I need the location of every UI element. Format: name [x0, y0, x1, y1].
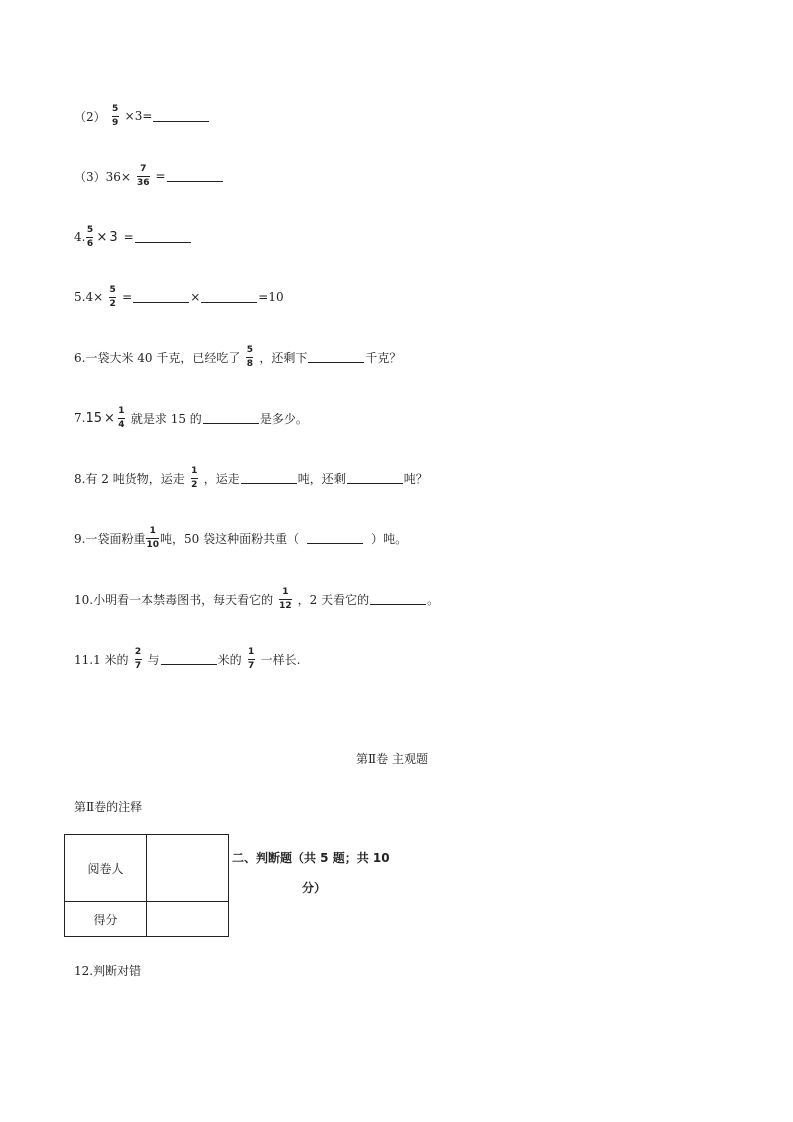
- question-7: [74, 403, 308, 433]
- q2-fraction: [112, 105, 119, 128]
- numerator: 1: [247, 646, 255, 657]
- numerator: 7: [140, 163, 147, 174]
- section-note: 第Ⅱ卷的注释: [74, 800, 143, 814]
- denominator: 36: [136, 177, 150, 188]
- times-sign: ×: [104, 410, 115, 426]
- answer-blank[interactable]: [153, 110, 209, 122]
- part-heading-line1: 二、判断题（共 5 题；共 10: [232, 851, 390, 865]
- numerator: 1: [191, 465, 198, 476]
- question-5: [74, 282, 284, 312]
- denominator: 6: [86, 238, 94, 249]
- answer-blank-1[interactable]: [241, 472, 297, 484]
- q5-fraction: [109, 286, 116, 309]
- q8-fraction: [191, 467, 198, 490]
- q6-middle: ，还剩下: [259, 350, 308, 365]
- answer-blank-2[interactable]: [347, 472, 403, 484]
- question-8: [74, 463, 428, 493]
- answer-blank[interactable]: [203, 412, 259, 424]
- q11-fraction-2: [248, 648, 255, 671]
- q9-middle: 吨，50 袋这种面粉共重（: [159, 531, 300, 546]
- q4-prefix: 4.: [74, 230, 86, 244]
- q6-fraction: [246, 346, 253, 369]
- q7-operand: 15: [85, 410, 102, 426]
- question-4: [74, 222, 192, 252]
- q10-fraction: [279, 588, 292, 611]
- q3-fraction: [137, 165, 150, 188]
- q8-suffix: 吨？: [403, 471, 428, 486]
- numerator: 1: [149, 525, 156, 536]
- q12-text: 12.判断对错: [74, 963, 142, 978]
- numerator: 2: [134, 646, 142, 657]
- numerator: 1: [118, 405, 125, 416]
- denominator: 8: [246, 358, 253, 369]
- part-heading-line2: 分）: [302, 881, 327, 895]
- answer-blank[interactable]: [370, 593, 426, 605]
- q2-prefix: （2）: [74, 109, 106, 124]
- denominator: 7: [247, 660, 255, 671]
- q9-prefix: 9.一袋面粉重: [74, 531, 146, 546]
- q9-suffix: ）吨。: [371, 531, 408, 546]
- denominator: 9: [112, 117, 119, 128]
- question-11: [74, 644, 300, 674]
- question-2: [74, 101, 210, 131]
- q11-prefix: 11.1 米的: [74, 652, 129, 667]
- q9-fraction: [146, 527, 159, 550]
- numerator: 1: [282, 586, 289, 597]
- q2-suffix: ×3=: [124, 109, 153, 123]
- score-table: [64, 834, 229, 937]
- reviewer-label: 阅卷人: [65, 835, 147, 902]
- q11-fraction-1: [135, 648, 142, 671]
- score-cell[interactable]: [147, 902, 229, 937]
- times-sign: ×: [96, 229, 108, 245]
- denominator: 2: [109, 298, 116, 309]
- question-10: [74, 584, 439, 614]
- q6-prefix: 6.一袋大米 40 千克，已经吃了: [74, 350, 241, 365]
- part-heading: [232, 843, 390, 903]
- q11-suffix: 一样长.: [260, 652, 301, 667]
- answer-blank[interactable]: [167, 170, 223, 182]
- q8-middle2: 吨，还剩: [297, 471, 346, 486]
- answer-blank-2[interactable]: [201, 291, 257, 303]
- numerator: 5: [109, 284, 116, 295]
- denominator: 4: [118, 419, 125, 430]
- q7-suffix: 是多少。: [259, 411, 308, 426]
- denominator: 10: [146, 539, 159, 550]
- q5-times: ×: [190, 290, 201, 304]
- q3-prefix: （3）36×: [74, 169, 131, 184]
- q7-fraction: [118, 407, 125, 430]
- answer-blank[interactable]: [135, 231, 191, 243]
- answer-blank-1[interactable]: [133, 291, 189, 303]
- section-title: 第Ⅱ卷 主观题: [356, 752, 428, 766]
- q5-prefix: 5.4×: [74, 290, 104, 304]
- q4-operand: 3: [109, 229, 118, 245]
- question-9: [74, 523, 407, 553]
- q8-prefix: 8.有 2 吨货物，运走: [74, 471, 185, 486]
- answer-blank[interactable]: [308, 351, 364, 363]
- denominator: 2: [191, 479, 198, 490]
- denominator: 12: [279, 600, 292, 611]
- answer-blank[interactable]: [307, 532, 363, 544]
- q8-middle1: ，运走: [203, 471, 240, 486]
- numerator: 5: [246, 344, 253, 355]
- question-3: [74, 161, 224, 191]
- q7-prefix: 7.: [74, 411, 86, 425]
- q10-prefix: 10.小明看一本禁毒图书，每天看它的: [74, 592, 274, 607]
- q5-eq: =: [122, 290, 133, 304]
- q7-middle: 就是求 15 的: [130, 411, 202, 426]
- q6-suffix: 千克？: [365, 350, 402, 365]
- q10-middle: ，2 天看它的: [297, 592, 370, 607]
- q3-suffix: =: [155, 169, 166, 183]
- question-6: [74, 342, 401, 372]
- answer-blank[interactable]: [161, 653, 217, 665]
- q4-fraction: [86, 226, 93, 249]
- q5-suffix: =10: [258, 290, 284, 304]
- q10-suffix: 。: [427, 592, 440, 607]
- q4-suffix: =: [123, 230, 134, 244]
- denominator: 7: [134, 660, 142, 671]
- numerator: 5: [86, 224, 94, 235]
- q11-middle2: 米的: [217, 652, 242, 667]
- question-12: [74, 955, 141, 985]
- q11-middle1: 与: [147, 652, 160, 667]
- reviewer-cell[interactable]: [147, 835, 229, 902]
- numerator: 5: [112, 103, 119, 114]
- score-label: 得分: [65, 902, 147, 937]
